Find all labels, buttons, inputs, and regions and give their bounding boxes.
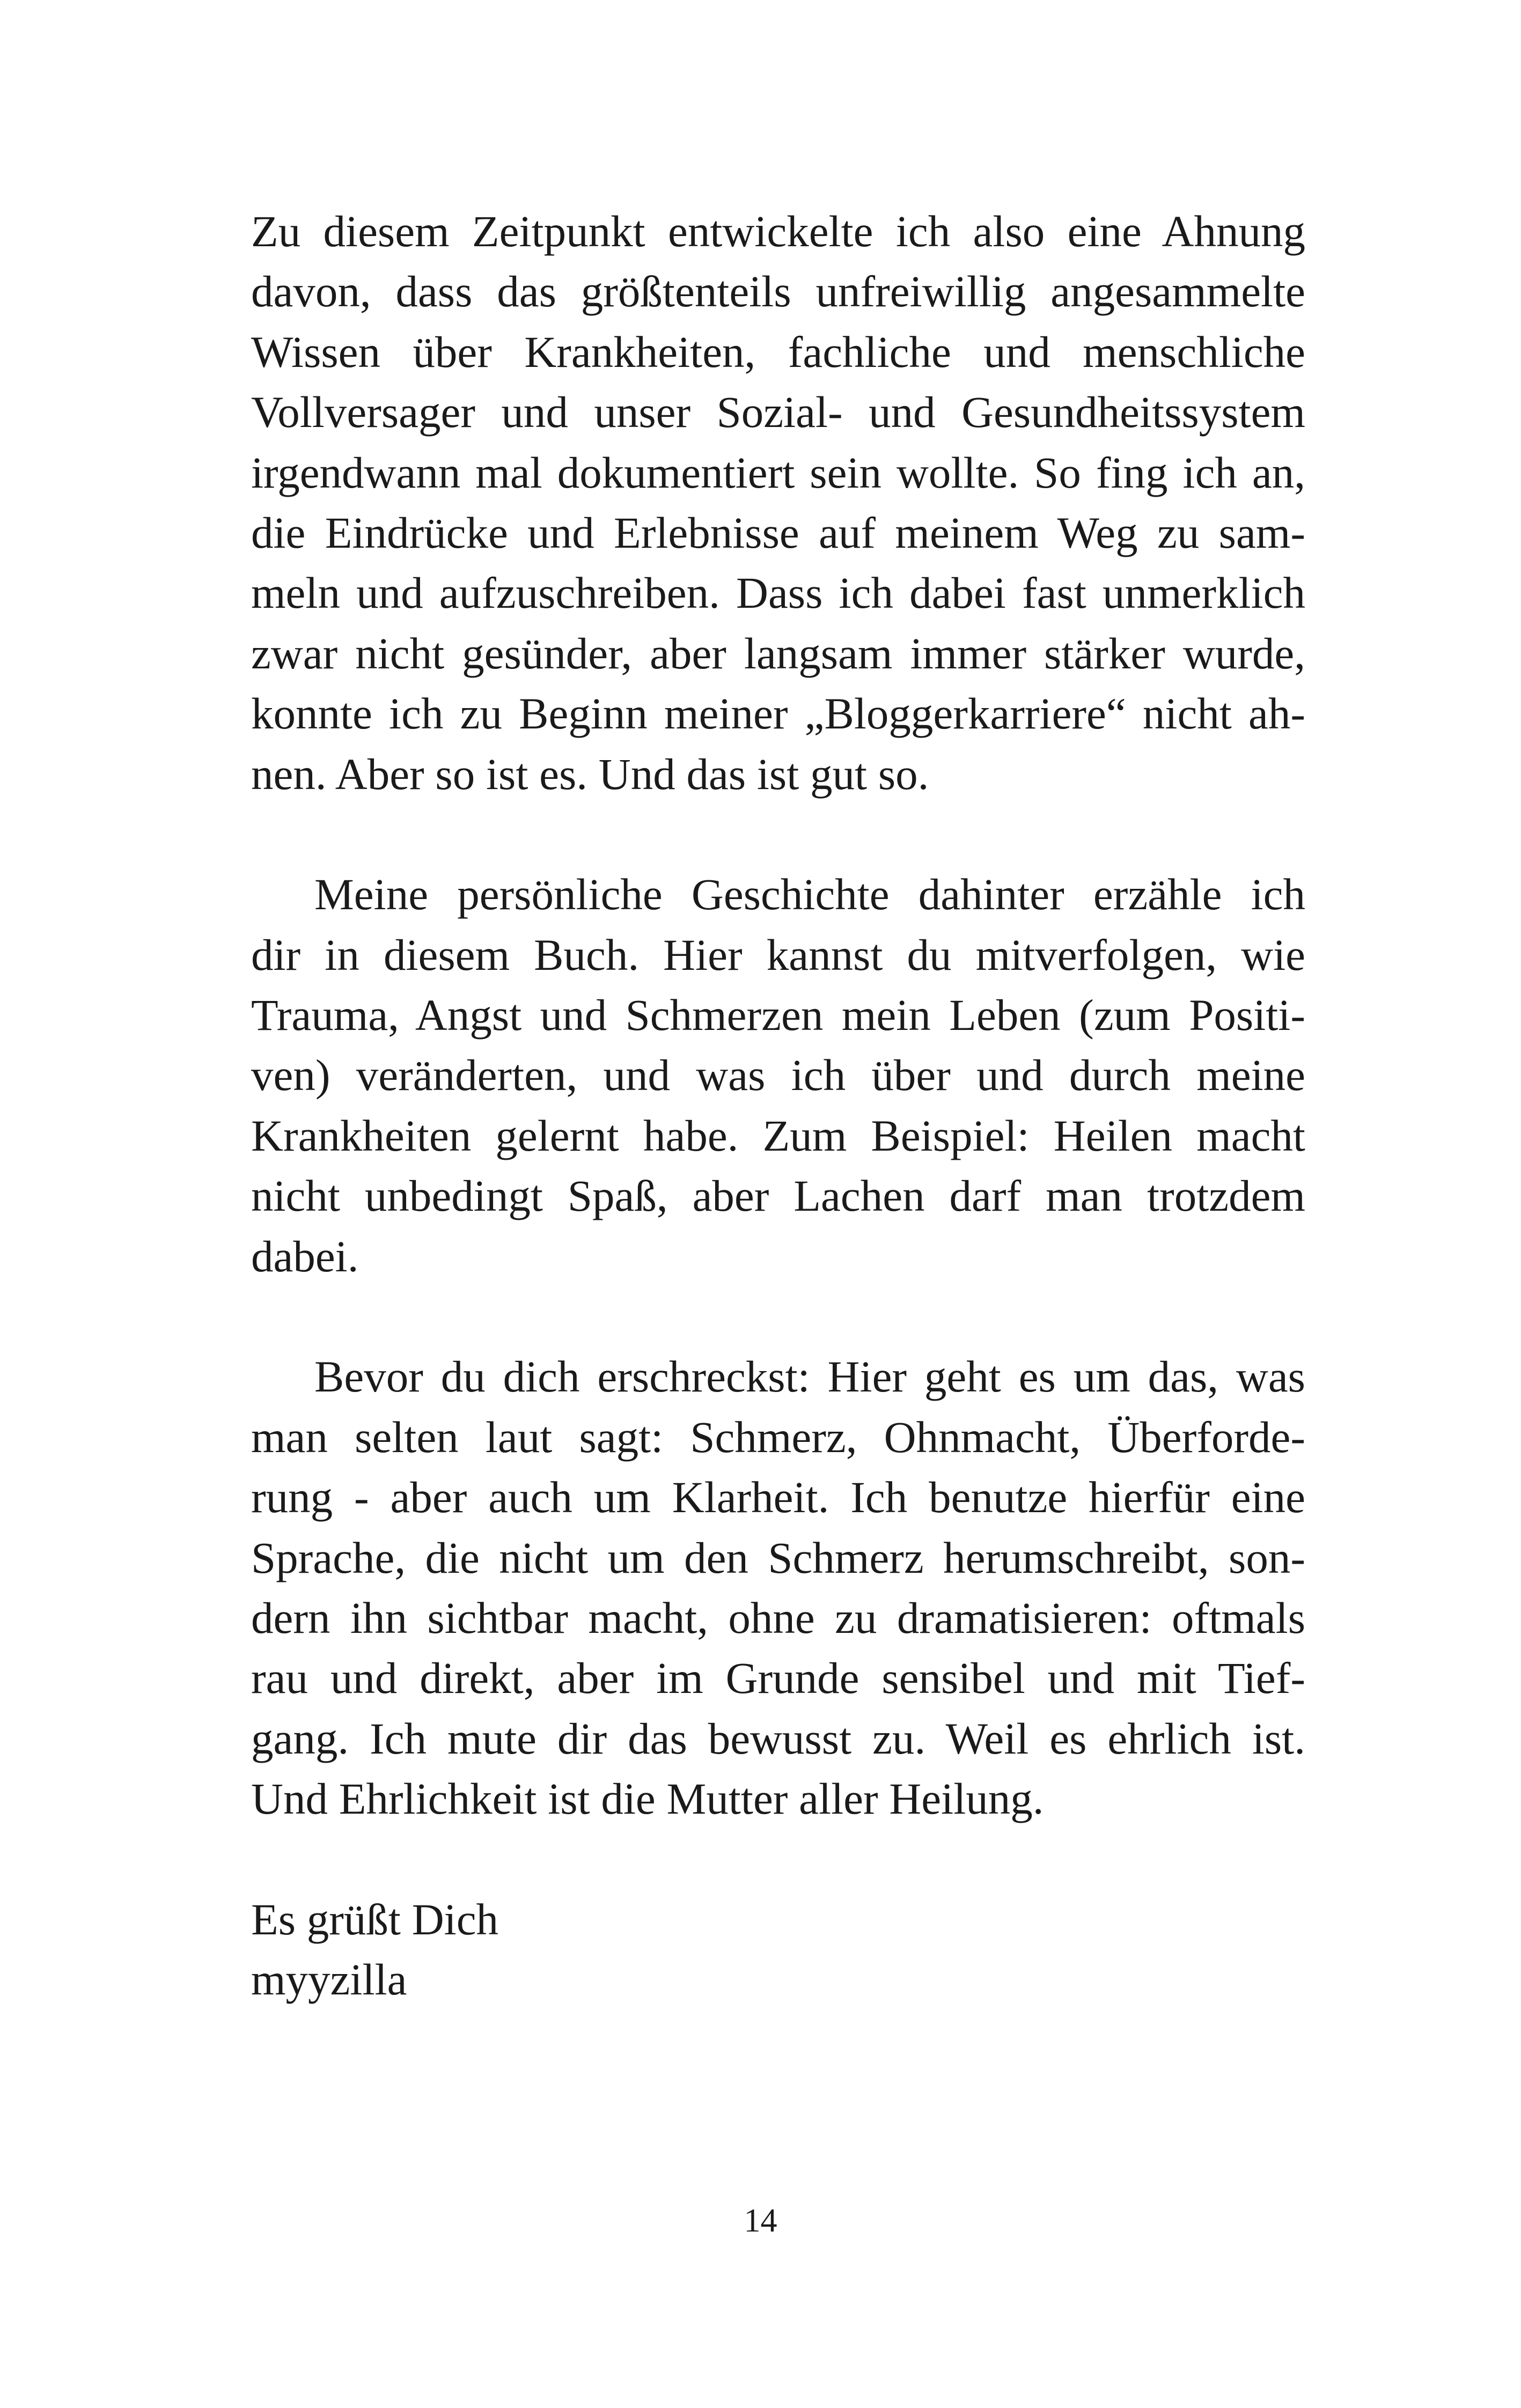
text-line: man selten laut sagt: Schmerz, Ohnmacht, Überforde-	[251, 1412, 1305, 1462]
text-line: Zu diesem Zeitpunkt entwickelte ich also eine Ahnung	[251, 207, 1305, 256]
text-line: konnte ich zu Beginn meiner „Bloggerkarriere“ nicht ah-	[251, 689, 1305, 739]
closing-greeting: Es grüßt Dich	[251, 1894, 499, 1944]
text-line: rau und direkt, aber im Grunde sensibel und mit Tief-	[251, 1653, 1305, 1703]
text-line: dir in diesem Buch. Hier kannst du mitverfolgen, wie	[251, 930, 1305, 980]
paragraph-gap	[251, 1286, 1305, 1346]
text-line: dern ihn sichtbar macht, ohne zu dramatisieren: oftmals	[251, 1593, 1305, 1643]
text-line: Bevor du dich erschreckst: Hier geht es um das, was	[314, 1352, 1305, 1402]
paragraph-gap	[251, 1829, 1305, 1889]
text-line: Vollversager und unser Sozial- und Gesundheitssystem	[251, 387, 1305, 437]
text-line: Sprache, die nicht um den Schmerz herumschreibt, son-	[251, 1533, 1305, 1582]
paragraph	[251, 1346, 1305, 1829]
signature: myyzilla	[251, 1955, 407, 2005]
text-line: irgendwann mal dokumentiert sein wollte. So fing ich an,	[251, 447, 1305, 497]
paragraph	[251, 864, 1305, 1286]
text-line: rung - aber auch um Klarheit. Ich benutze hierfür eine	[251, 1472, 1305, 1522]
text-line: ven) veränderten, und was ich über und durch meine	[251, 1050, 1305, 1100]
text-line: Und Ehrlichkeit ist die Mutter aller Heilung.	[251, 1774, 1044, 1824]
paragraph	[251, 201, 1305, 804]
text-line: die Eindrücke und Erlebnisse auf meinem Weg zu sam-	[251, 507, 1305, 557]
text-line: davon, dass das größtenteils unfreiwillig angesammelte	[251, 267, 1305, 316]
text-line: Wissen über Krankheiten, fachliche und menschliche	[251, 327, 1305, 377]
text-line: Trauma, Angst und Schmerzen mein Leben (zum Positi-	[251, 990, 1305, 1040]
text-line: gang. Ich mute dir das bewusst zu. Weil es ehrlich ist.	[251, 1713, 1305, 1763]
text-line: zwar nicht gesünder, aber langsam immer stärker wurde,	[251, 628, 1305, 678]
text-line: nicht unbedingt Spaß, aber Lachen darf man trotzdem	[251, 1171, 1305, 1221]
paragraph-gap	[251, 804, 1305, 864]
closing	[251, 1889, 1305, 2010]
text-line: dabei.	[251, 1231, 359, 1281]
text-line: Meine persönliche Geschichte dahinter erzähle ich	[314, 870, 1305, 919]
page-number: 14	[744, 2203, 777, 2239]
text-line: Krankheiten gelernt habe. Zum Beispiel: Heilen macht	[251, 1110, 1305, 1160]
text-line: meln und aufzuschreiben. Dass ich dabei fast unmerklich	[251, 568, 1305, 618]
text-line: nen. Aber so ist es. Und das ist gut so.	[251, 749, 929, 799]
body-text	[251, 201, 1305, 2010]
